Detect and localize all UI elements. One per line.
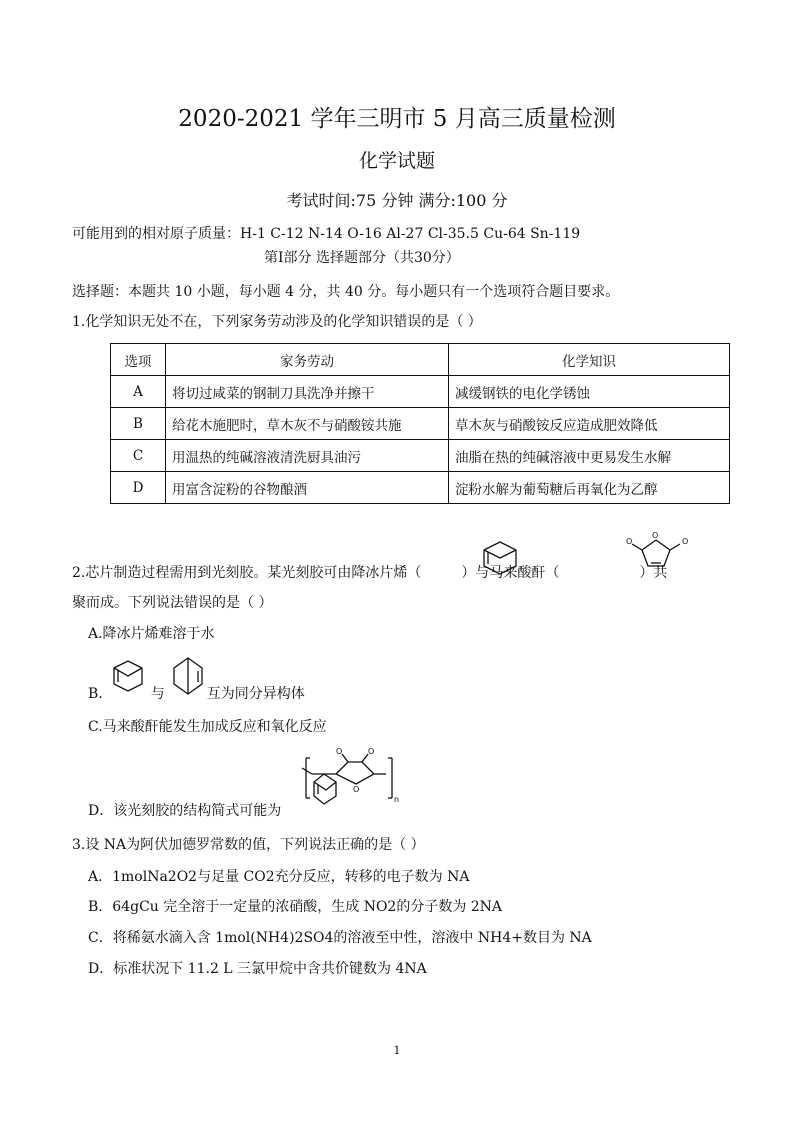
table-cell: B (111, 408, 166, 440)
oxygen-label: O (368, 747, 375, 756)
table-cell: 减缓钢铁的电化学锈蚀 (449, 376, 730, 408)
table-header: 化学知识 (449, 344, 730, 376)
table-row (111, 376, 730, 408)
exam-title: 2020-2021 学年三明市 5 月高三质量检测 (178, 106, 616, 132)
table-cell: 将切过咸菜的钢制刀具洗净并擦干 (166, 376, 449, 408)
bicyclic-isomer-structure-b2 (168, 656, 208, 698)
question-3-option-b: B．64gCu 完全溶于一定量的浓硝酸，生成 NO2的分子数为 2NA (88, 899, 503, 915)
table-row (111, 472, 730, 504)
table-header: 家务劳动 (166, 344, 449, 376)
table-cell: 给花木施肥时，草木灰不与硝酸铵共施 (166, 408, 449, 440)
option-label: B. (88, 686, 103, 702)
question-2-stem-part: ）与马来酸酐（ (461, 565, 560, 581)
norbornene-structure (478, 538, 522, 576)
question-3-option-d: D．标准状况下 11.2 L 三氯甲烷中含共价键数为 4NA (88, 961, 427, 977)
question-2-stem-line-1 (72, 562, 667, 582)
question-2-stem-part: 2.芯片制造过程需用到光刻胶。某光刻胶可由降冰片烯（ (72, 565, 422, 581)
table-cell: 草木灰与硝酸铵反应造成肥效降低 (449, 408, 730, 440)
question-1-table (110, 343, 730, 504)
atomic-masses: 可能用到的相对原子质量：H-1 C-12 N-14 O-16 Al-27 Cl-35.5 Cu-64 Sn-119 (72, 226, 581, 242)
exam-subtitle: 化学试题 (358, 150, 435, 172)
question-2-option-d: D．该光刻胶的结构简式可能为 (88, 803, 282, 819)
question-3-stem: 3.设 NA为阿伏加德罗常数的值，下列说法正确的是（ ） (72, 837, 425, 853)
table-cell: A (111, 376, 166, 408)
table-cell: 淀粉水解为葡萄糖后再氧化为乙醇 (449, 472, 730, 504)
table-row (111, 408, 730, 440)
option-connector: 与 (150, 686, 165, 702)
question-2-option-c: C.马来酸酐能发生加成反应和氧化反应 (88, 719, 327, 735)
exam-time: 考试时间:75 分钟 满分:100 分 (286, 191, 508, 210)
oxygen-label: O (652, 531, 659, 540)
question-2-option-a: A.降冰片烯难溶于水 (88, 626, 215, 642)
table-row (111, 440, 730, 472)
table-cell: C (111, 440, 166, 472)
question-2-stem-line-2: 聚而成。下列说法错误的是（ ） (72, 595, 273, 611)
table-header: 选项 (111, 344, 166, 376)
page-number: 1 (393, 1044, 401, 1057)
table-cell: 用温热的纯碱溶液清洗厨具油污 (166, 440, 449, 472)
norbornene-structure-b1 (108, 658, 148, 694)
table-cell: 用富含淀粉的谷物酿酒 (166, 472, 449, 504)
table-cell: D (111, 472, 166, 504)
instructions: 选择题：本题共 10 小题，每小题 4 分，共 40 分。每小题只有一个选项符合题目要求。 (72, 284, 620, 300)
table-header-row (111, 344, 730, 376)
oxygen-label: O (682, 537, 689, 546)
oxygen-label: O (626, 537, 633, 546)
maleic-anhydride-structure (620, 530, 692, 578)
question-3-option-c: C．将稀氨水滴入含 1mol(NH4)2SO4的溶液至中性，溶液中 NH4+数目为 NA (88, 930, 592, 946)
question-3-option-a: A．1molNa2O2与足量 CO2充分反应，转移的电子数为 NA (88, 869, 470, 885)
table-cell: 油脂在热的纯碱溶液中更易发生水解 (449, 440, 730, 472)
question-2-stem-part: ）共 (639, 565, 668, 581)
option-text: 互为同分异构体 (206, 686, 305, 702)
photoresist-polymer-structure (300, 748, 400, 814)
oxygen-label: O (336, 747, 343, 756)
part-heading: 第Ⅰ部分 选择题部分（共30分） (264, 250, 460, 266)
oxygen-label: O (353, 785, 360, 794)
polymer-subscript: n (394, 795, 400, 804)
question-1-stem: 1.化学知识无处不在，下列家务劳动涉及的化学知识错误的是（ ） (72, 314, 482, 330)
